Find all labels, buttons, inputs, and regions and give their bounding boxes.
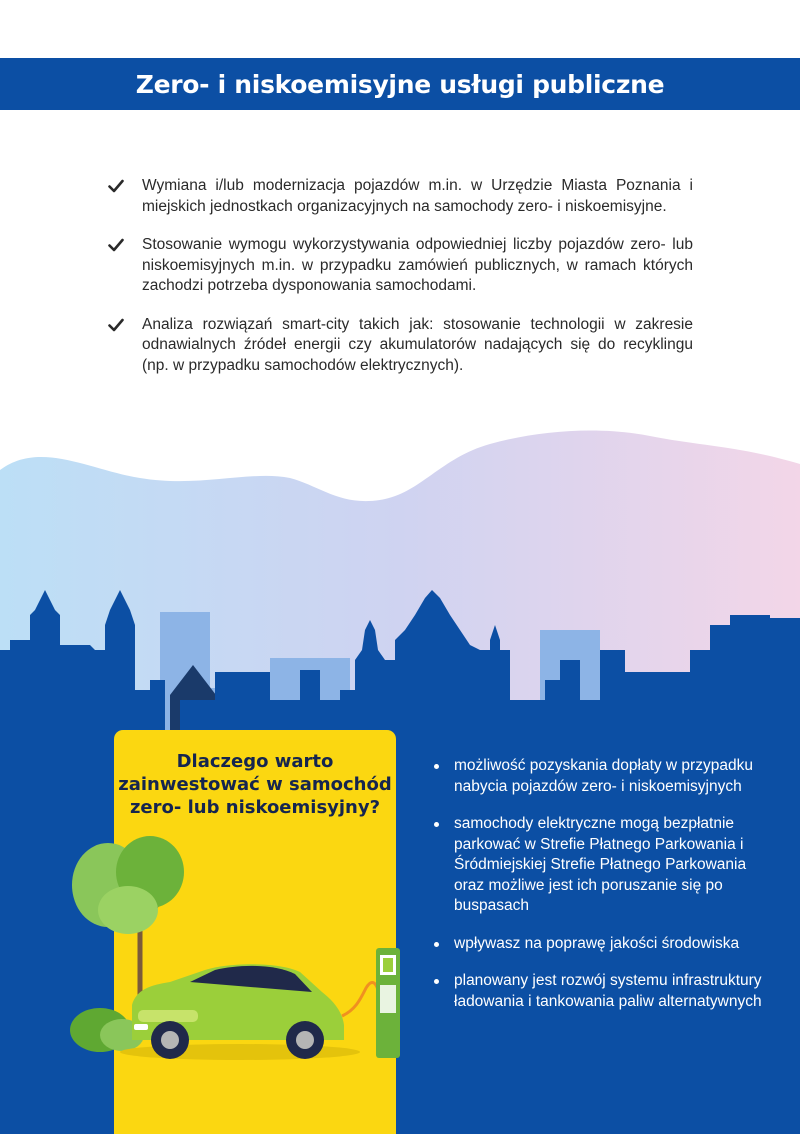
list-item [432, 814, 762, 917]
bullet-icon [434, 979, 439, 984]
list-item-text: planowany jest rozwój systemu infrastruktury ładowania i tankowania paliw alternatywnych [454, 972, 762, 1010]
list-item-text: Wymiana i/lub modernizacja pojazdów m.in. w Urzędzie Miasta Poznania i miejskich jednostkach organizacyjnych na samochody zero- i niskoemisyjne. [142, 177, 693, 215]
bullet-icon [434, 764, 439, 769]
list-item-text: wpływasz na poprawę jakości środowiska [454, 934, 740, 952]
page-title: Zero- i niskoemisyjne usługi publiczne [135, 69, 665, 99]
panel-question: Dlaczego warto zainwestować w samochód zero- lub niskoemisyjny? [118, 751, 392, 818]
benefits-list [432, 756, 762, 1029]
list-item [432, 756, 762, 797]
list-item-text: samochody elektryczne mogą bezpłatnie parkować w Strefie Płatnego Parkowania i Śródmiejskiej Strefie Płatnego Parkowania oraz możliwe jest ich poruszanie się po buspasach [454, 815, 747, 914]
charging-station-icon [376, 948, 400, 1058]
bullet-icon [434, 822, 439, 827]
list-item [432, 934, 762, 955]
list-item-text: Stosowanie wymogu wykorzystywania odpowiedniej liczby pojazdów zero- lub niskoemisyjnych m.in. w przypadku zamówień publicznych, w ramach których zachodzi potrzeba dysponowania samochodami. [142, 236, 693, 294]
bullet-icon [434, 942, 439, 947]
list-item [432, 971, 762, 1012]
list-item-text: Analiza rozwiązań smart-city takich jak: stosowanie technologii w zakresie odnawialnych źródeł energii czy akumulatorów nadających się do recyklingu (np. w przypadku samochodów elektrycznych). [142, 315, 693, 374]
list-item-text: możliwość pozyskania dopłaty w przypadku nabycia pojazdów zero- i niskoemisyjnych [454, 757, 753, 795]
tree-icon [72, 836, 184, 1000]
